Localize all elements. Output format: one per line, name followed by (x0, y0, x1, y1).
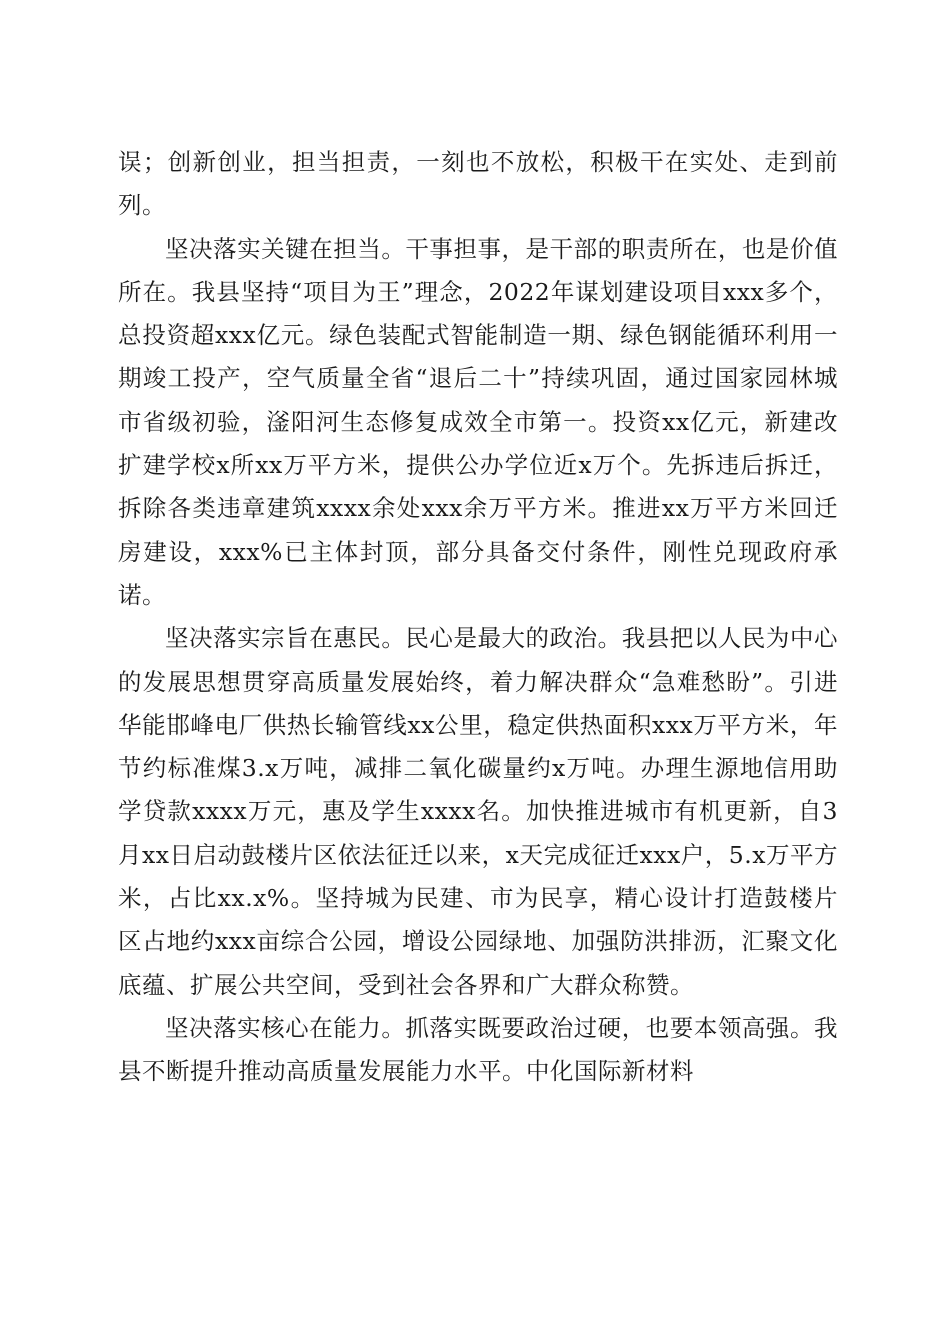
paragraph-continuation: 误；创新创业，担当担责，一刻也不放松，积极干在实处、走到前列。 (118, 148, 838, 220)
paragraph-benefit-people: 坚决落实宗旨在惠民。民心是最大的政治。我县把以人民为中心的发展思想贯穿高质量发展始终，着力解决群众“急难愁盼”。引进华能邯峰电厂供热长输管线xx公里，稳定供热面积xxx万平方米，年节约标准煤3.x万吨，减排二氧化碳量约x万吨。办理生源地信用助学贷款xxxx万元，惠及学生xxxx名。加快推进城市有机更新，自3月xx日启动鼓楼片区依法征迁以来，x天完成征迁xxx户，5.x万平方米，占比xx.x%。坚持城为民建、市为民享，精心设计打造鼓楼片区占地约xxx亩综合公园，增设公园绿地、加强防洪排沥，汇聚文化底蕴、扩展公共空间，受到社会各界和广大群众称赞。 (118, 624, 838, 999)
paragraph-responsibility: 坚决落实关键在担当。干事担事，是干部的职责所在，也是价值所在。我县坚持“项目为王”理念，2022年谋划建设项目xxx多个，总投资超xxx亿元。绿色装配式智能制造一期、绿色钢能循环利用一期竣工投产，空气质量全省“退后二十”持续巩固，通过国家园林城市省级初验，滏阳河生态修复成效全市第一。投资xx亿元，新建改扩建学校x所xx万平方米，提供公办学位近x万个。先拆违后拆迁，拆除各类违章建筑xxxx余处xxx余万平方米。推进xx万平方米回迁房建设，xxx%已主体封顶，部分具备交付条件，刚性兑现政府承诺。 (118, 234, 838, 609)
paragraph-capability: 坚决落实核心在能力。抓落实既要政治过硬，也要本领高强。我县不断提升推动高质量发展能力水平。中化国际新材料 (118, 1013, 838, 1086)
document-body (118, 141, 838, 1094)
